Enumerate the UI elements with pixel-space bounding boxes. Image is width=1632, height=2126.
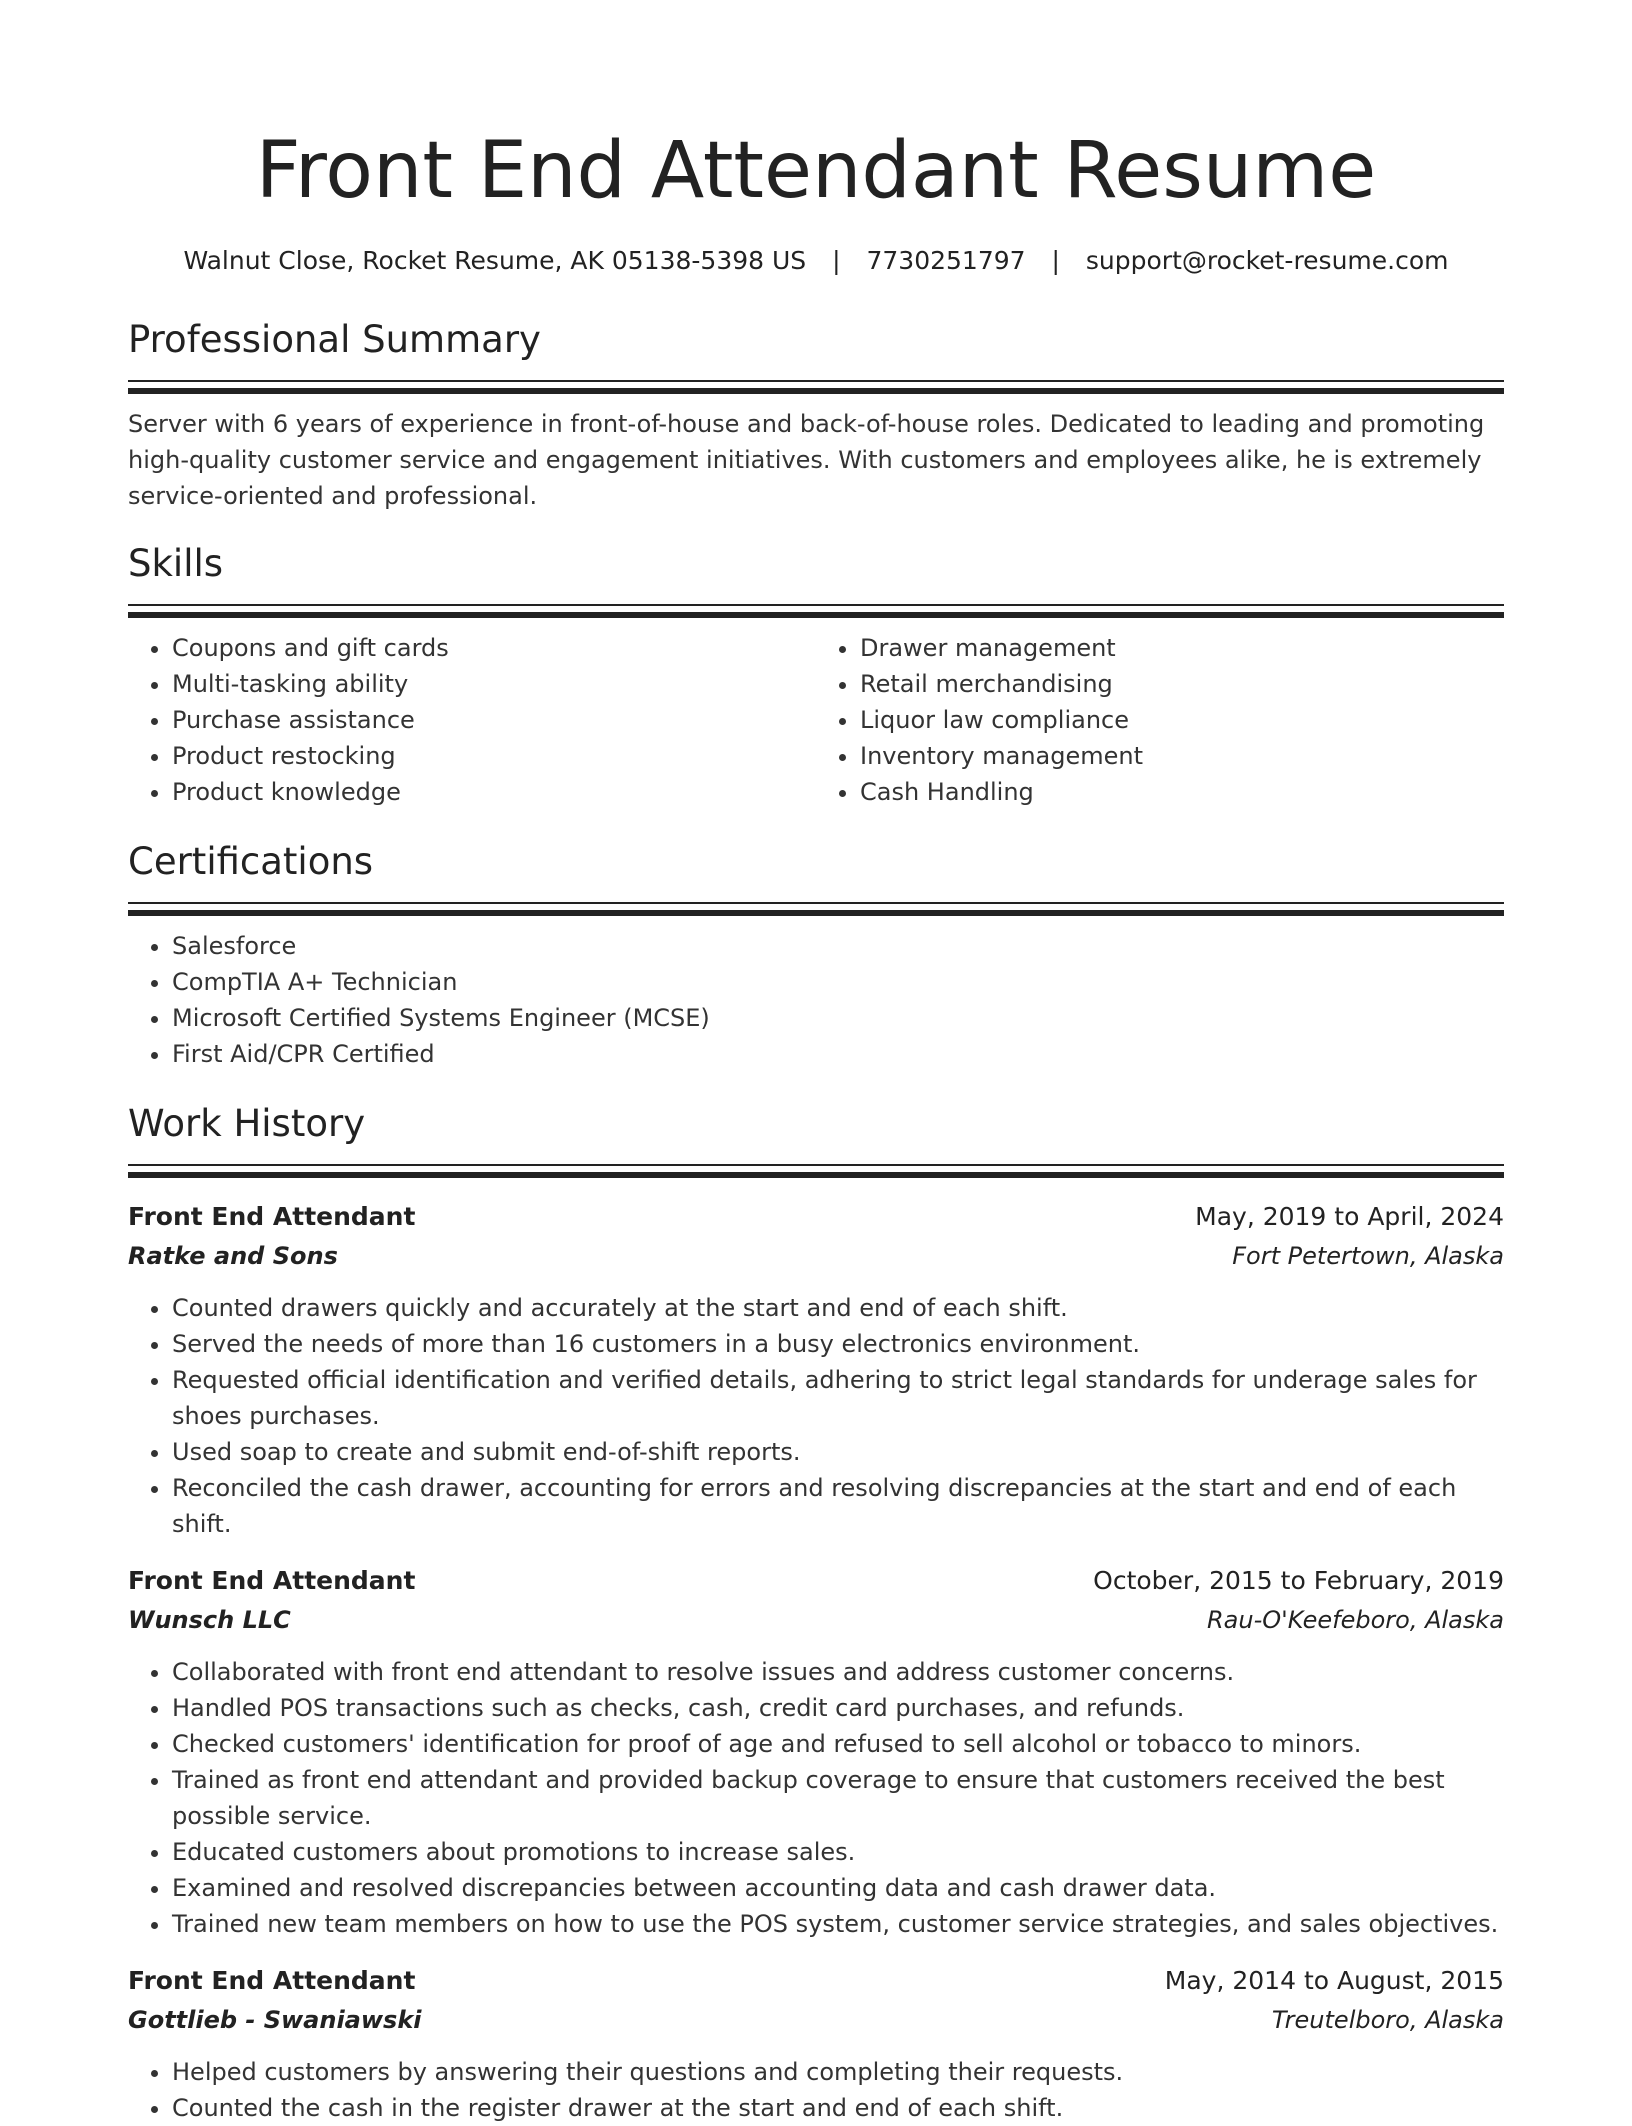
job-dates: May, 2019 to April, 2024 <box>1195 1202 1504 1231</box>
job-bullet: • Counted drawers quickly and accurately at the start and end of each shift. <box>172 1290 1504 1326</box>
job-company: Ratke and Sons <box>128 1242 338 1270</box>
job-company: Gottlieb - Swaniawski <box>128 2006 422 2034</box>
job-dates: October, 2015 to February, 2019 <box>1093 1566 1504 1595</box>
summary-section <box>128 316 1504 514</box>
job-bullet-list <box>128 1290 1504 1542</box>
skill-item: • Purchase assistance <box>172 702 816 738</box>
job-bullet: • Handled POS transactions such as checks, cash, credit card purchases, and refunds. <box>172 1690 1504 1726</box>
section-divider <box>128 604 1504 606</box>
summary-text: Server with 6 years of experience in front-of-house and back-of-house roles. Dedicated to leading and promoting high-quality customer service and engagement initiatives. With customers and employees alike, he is extremely service-oriented and professional. <box>128 410 1485 510</box>
contact-line <box>128 244 1504 278</box>
section-divider <box>128 388 1504 394</box>
skill-item: • Retail merchandising <box>860 666 1504 702</box>
job-entry <box>128 1198 1504 1542</box>
section-title-summary: Professional Summary <box>128 318 541 361</box>
section-divider <box>128 1164 1504 1166</box>
certification-item: • Salesforce <box>172 928 1504 964</box>
job-bullet: • Trained new team members on how to use the POS system, customer service strategies, and sales objectives. <box>172 1906 1504 1942</box>
skill-item: • Inventory management <box>860 738 1504 774</box>
job-entry <box>128 1962 1504 2126</box>
section-divider <box>128 380 1504 382</box>
certifications-list <box>128 928 1504 1072</box>
job-title: Front End Attendant <box>128 1202 416 1231</box>
section-title-certifications: Certifications <box>128 840 374 883</box>
section-divider <box>128 1172 1504 1178</box>
job-header <box>128 1198 1504 1236</box>
job-bullet-list <box>128 2054 1504 2126</box>
certification-item: • First Aid/CPR Certified <box>172 1036 1504 1072</box>
section-title-skills: Skills <box>128 542 224 585</box>
skill-item: • Drawer management <box>860 630 1504 666</box>
certifications-section <box>128 838 1504 1072</box>
job-title: Front End Attendant <box>128 1566 416 1595</box>
section-title-work-history: Work History <box>128 1102 366 1145</box>
skill-item: • Liquor law compliance <box>860 702 1504 738</box>
section-divider <box>128 902 1504 904</box>
job-bullet: • Helped customers by answering their questions and completing their requests. <box>172 2054 1504 2090</box>
skills-list-right <box>816 630 1504 810</box>
job-subheader <box>128 1600 1504 1640</box>
job-entry <box>128 1562 1504 1942</box>
job-dates: May, 2014 to August, 2015 <box>1164 1966 1504 1995</box>
work-history-section <box>128 1100 1504 2126</box>
job-bullet: • Examined and resolved discrepancies between accounting data and cash drawer data. <box>172 1870 1504 1906</box>
job-location: Treutelboro, Alaska <box>1271 2006 1504 2034</box>
job-bullet: • Educated customers about promotions to increase sales. <box>172 1834 1504 1870</box>
job-header <box>128 1962 1504 2000</box>
job-bullet-list <box>128 1654 1504 1942</box>
skills-grid <box>128 630 1504 810</box>
certification-item: • Microsoft Certified Systems Engineer (MCSE) <box>172 1000 1504 1036</box>
skill-item: • Cash Handling <box>860 774 1504 810</box>
skill-item: • Product knowledge <box>172 774 816 810</box>
job-bullet: • Counted the cash in the register drawer at the start and end of each shift. <box>172 2090 1504 2126</box>
section-divider <box>128 612 1504 618</box>
job-bullet: • Collaborated with front end attendant to resolve issues and address customer concerns. <box>172 1654 1504 1690</box>
job-bullet: • Trained as front end attendant and provided backup coverage to ensure that customers received the best possible service. <box>172 1762 1504 1834</box>
contact-address: Walnut Close, Rocket Resume, AK 05138-5398 US <box>183 246 807 275</box>
job-title: Front End Attendant <box>128 1966 416 1995</box>
job-header <box>128 1562 1504 1600</box>
job-subheader <box>128 2000 1504 2040</box>
section-divider <box>128 910 1504 916</box>
job-bullet: • Served the needs of more than 16 customers in a busy electronics environment. <box>172 1326 1504 1362</box>
contact-separator: | <box>1051 246 1060 275</box>
contact-phone: 7730251797 <box>866 246 1026 275</box>
skills-section <box>128 540 1504 810</box>
skill-item: • Multi-tasking ability <box>172 666 816 702</box>
certification-item: • CompTIA A+ Technician <box>172 964 1504 1000</box>
job-location: Rau-O'Keefeboro, Alaska <box>1207 1606 1504 1634</box>
job-subheader <box>128 1236 1504 1276</box>
job-bullet: • Checked customers' identification for proof of age and refused to sell alcohol or tobacco to minors. <box>172 1726 1504 1762</box>
skill-item: • Coupons and gift cards <box>172 630 816 666</box>
job-bullet: • Reconciled the cash drawer, accounting for errors and resolving discrepancies at the start and end of each shift. <box>172 1470 1504 1542</box>
skills-list-left <box>128 630 816 810</box>
job-bullet: • Used soap to create and submit end-of-shift reports. <box>172 1434 1504 1470</box>
contact-separator: | <box>832 246 841 275</box>
skill-item: • Product restocking <box>172 738 816 774</box>
job-location: Fort Petertown, Alaska <box>1232 1242 1504 1270</box>
resume-title: Front End Attendant Resume <box>255 126 1377 216</box>
job-company: Wunsch LLC <box>128 1606 291 1634</box>
job-bullet: • Requested official identification and verified details, adhering to strict legal standards for underage sales for shoes purchases. <box>172 1362 1504 1434</box>
contact-email: support@rocket-resume.com <box>1085 246 1449 275</box>
